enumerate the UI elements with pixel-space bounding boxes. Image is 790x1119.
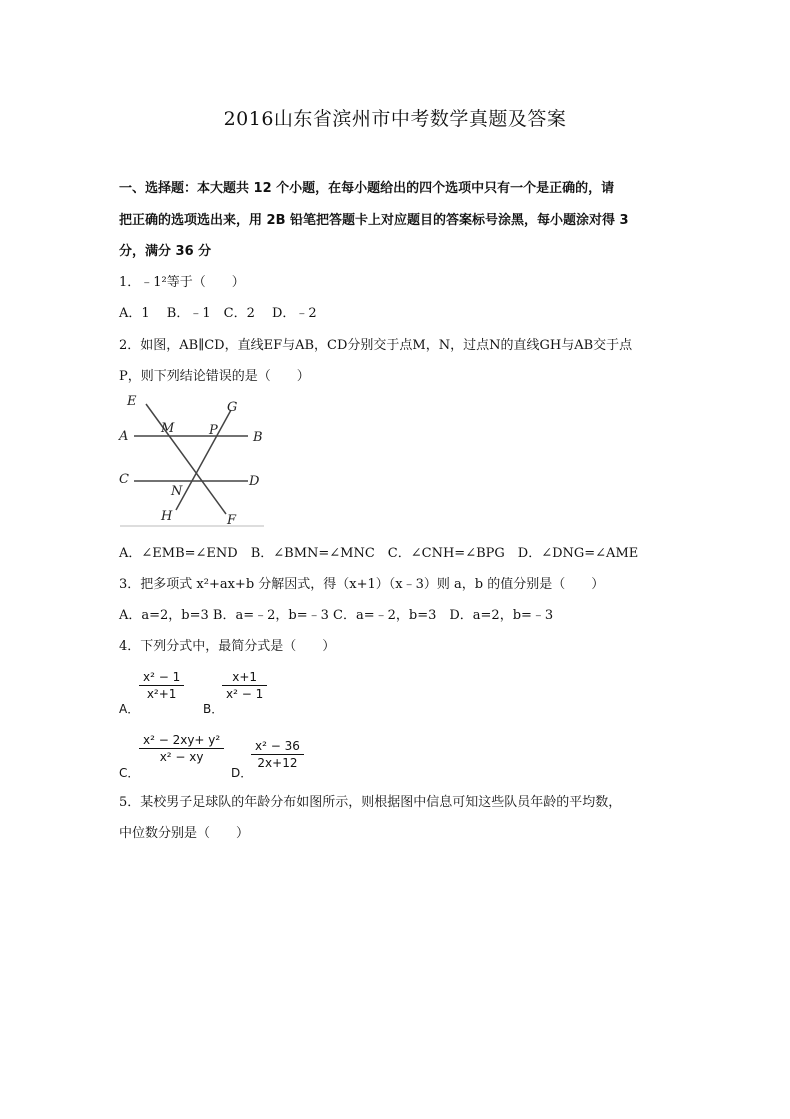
q4-option-a-denominator: x²+1 — [146, 687, 177, 701]
label-e: E — [127, 394, 137, 409]
section-instructions-line-2: 把正确的选项选出来，用 2B 铅笔把答题卡上对应题目的答案标号涂黑，每小题涂对得 3 — [119, 213, 629, 228]
question-2-stem-line-2: P，则下列结论错误的是（ ） — [119, 369, 310, 384]
q4-option-a-label: A． — [119, 702, 140, 716]
q4-option-c-label: C． — [119, 766, 140, 780]
label-n: N — [171, 484, 183, 499]
label-a: A — [119, 429, 129, 444]
section-instructions-line-3: 分，满分 36 分 — [119, 244, 212, 259]
line-gh — [176, 410, 231, 510]
question-2-options: A．∠EMB=∠END B．∠BMN=∠MNC C．∠CNH=∠BPG D．∠DNG=∠AME — [119, 546, 639, 561]
q4-option-c-numerator: x² − 2xy+ y² — [143, 733, 221, 747]
label-p: P — [209, 423, 218, 438]
label-f: F — [227, 513, 237, 528]
q4-option-c-fraction — [139, 733, 224, 764]
line-ef — [146, 404, 226, 514]
label-d: D — [249, 474, 260, 489]
label-h: H — [161, 509, 173, 524]
q4-option-a-numerator: x² − 1 — [143, 670, 181, 684]
document-title: 2016山东省滨州市中考数学真题及答案 — [223, 108, 567, 130]
q4-option-d-label: D． — [231, 766, 253, 780]
q4-option-d-numerator: x² − 36 — [255, 739, 300, 753]
question-4-stem: 4．下列分式中，最简分式是（ ） — [119, 639, 336, 654]
q4-option-d-denominator: 2x+12 — [257, 756, 298, 770]
q4-option-b-label: B． — [203, 702, 224, 716]
question-5-stem-line-1: 5．某校男子足球队的年龄分布如图所示，则根据图中信息可知这些队员年龄的平均数， — [119, 795, 622, 810]
question-2-stem-line-1: 2．如图，AB∥CD，直线EF与AB，CD分别交于点M，N，过点N的直线GH与AB交于点 — [119, 338, 633, 353]
label-b: B — [253, 430, 263, 445]
question-3-options: A．a=2，b=3 B．a=﹣2，b=﹣3 C．a=﹣2，b=3 D．a=2，b=﹣3 — [119, 608, 554, 623]
q4-option-b-numerator: x+1 — [232, 670, 258, 684]
label-m: M — [161, 421, 175, 436]
label-c: C — [119, 472, 129, 487]
question-5-stem-line-2: 中位数分别是（ ） — [119, 826, 250, 841]
question-1-options: A．1 B．﹣1 C．2 D．﹣2 — [119, 306, 317, 321]
question-1-stem: 1．﹣1²等于（ ） — [119, 275, 245, 290]
q4-option-a-fraction — [139, 670, 184, 701]
q4-option-b-fraction — [222, 670, 267, 701]
label-g: G — [227, 400, 238, 415]
q4-option-d-fraction — [251, 739, 304, 770]
parallel-lines-figure — [116, 392, 266, 530]
q4-option-b-denominator: x² − 1 — [226, 687, 264, 701]
question-3-stem: 3．把多项式 x²+ax+b 分解因式，得（x+1）（x﹣3）则 a，b 的值分别是（ ） — [119, 577, 605, 592]
section-instructions-line-1: 一、选择题：本大题共 12 个小题，在每小题给出的四个选项中只有一个是正确的，请 — [119, 181, 615, 196]
q4-option-c-denominator: x² − xy — [159, 750, 204, 764]
